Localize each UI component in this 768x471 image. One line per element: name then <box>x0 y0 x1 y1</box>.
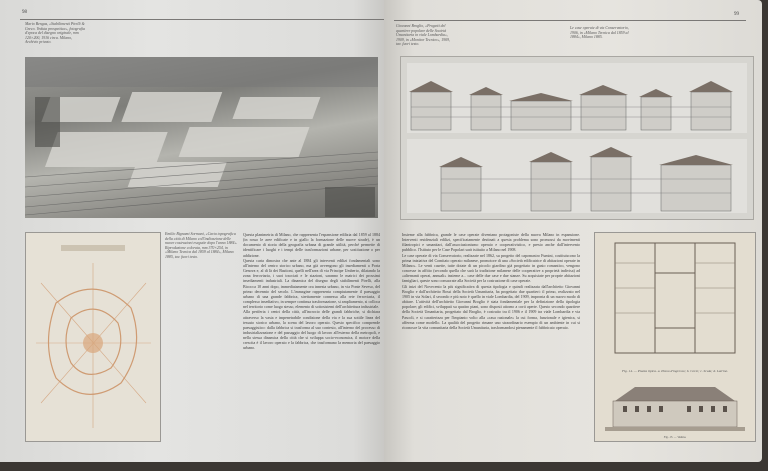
plan-figure <box>594 232 756 442</box>
paragraph: Gli inizi del Novecento la più significativa di questa tipologia e quindi realizzata dall'architetto Giovanni Broglio e dall'architetto Bossi della Società Umanitaria, ha progettato due quartieri: il primo, realizzato nel 1905 in via Solari, il secondo e più noto è quello in viale Lombardia, del 1909, impronta di un nuovo modo di abitare. L'attività dell'architetto Giovanni Broglio è stata fondamentale per la definizione della tipologia popolare; gli edifici, sviluppati su quattro piani, sono disposti attorno a corti aperte. Questo secondo quartiere della Società Umanitaria, progettato dal Broglio, è costruito tra il 1906 e il 1909 tra viale Lombardia e via Pascoli, e si caratterizza per l'impianto volto alla «casa razionale» la cui forma, funzionale e igienica, si afferma come modello. La qualità del progetto rimane uno straordinario esempio di un ambiente in cui si riconosce la vita comunitaria della Società Umanitaria, trasformandosi pienamente il fabbricato operaio. <box>402 283 580 330</box>
paragraph: Questa carta dimostra che ante al 1884 gli interventi edilizi fondamentali sono all'interno del centro storico urbano, ma già avvengono gli insediamenti a Porta Genova e, al di là dei Bastioni, quelli nell'area di via Principe Umberto, dilatando la zona ferroviaria, i suoi tracciati e le stazioni, saranno le matrici dei prossimi insediamenti industriali. La dinamica del disegno degli stabilimenti Pirelli, alla Bicocca 10 anni dopo, immediatamente ora innesta urbano, in via Ponte Seveso, del primo decennio del secolo. L'immagine rappresenta compiutamente il paesaggio urbano di una grande fabbrica, strettamente connessa alla rete ferroviaria, il complesso insediativo, in sempre continua trasformazione, si ampliamento, si colloca nel territorio come luogo stesso, elemento di sottosistemi dell'architettura industriale. <box>243 257 380 310</box>
map-figure <box>25 232 161 442</box>
left-page <box>0 0 384 462</box>
paragraph: Questa planimetria di Milano, che rappresenta l'espansione edilizia dal 1859 al 1884 (in rosso le aree edificate e in giallo la formazione delle nuove strade), è un documento di storia della geografia urbana di grande utilità, perché permette di identificare i luoghi e i tempi delle trasformazioni urbane, per sostituzione o per addizione. <box>243 232 380 258</box>
aerial-factory-illustration <box>25 57 378 218</box>
caption-aerial: Mario Bengas, «Stabilimenti Pirelli & Greco. Veduta prospettica», fotografia d'epoca del disegno originale, mm 120×200, 1916 circa. Milano, Archivio privato. <box>25 22 85 45</box>
caption-map: Emilio Bignami Sormani, «Carta topografica della città di Milano coll'indicazione delle nuove costruzioni eseguite dopo l'anno 1884». Riproduzione colorata, mm 370×254, in «Milano Tecnica dal 1859 al 1884», Milano 1885, tav. fuori testo. <box>165 232 238 259</box>
elevation-drawings <box>400 56 754 220</box>
paragraph: Alla periferia i centri della città, all'incrocio delle grandi fabbriche, si dichiara attraverso la vasta e impenetrabile condizione della via e la sua sottile linea del tessuto storico urbano, la scena del lavoro operaio. Questo specifico comprende paesaggistico: dalla fabbrica si trasforma al suo contesto, all'interno del processo di industrializzazione e del passaggio del luogo di lavoro all'esterno della metropoli, e nella stessa dinamica della città che si sviluppa socio-economica, il motore della crescita è il lavoro operaio e la fabbrica, che trasformano la memoria del paesaggio urbano. <box>243 309 380 351</box>
caption-elevations: Giovanni Broglio, «Progetti del quartiere popolare delle Società Umanitaria in viale Lombardia», 1909, in «Monitor Tecnico», 1909, tav. fuori testo. <box>396 24 450 47</box>
plan-legend: Fig. 14. — Pianta tipica. a. Piano d'ingresso; b. Corte; c. Scala; d. Latrine. <box>621 369 729 373</box>
header-rule <box>20 19 384 20</box>
map-milan-illustration <box>26 233 160 441</box>
paragraph: Le case operaie di via Conservatorio, realizzate nel 1862, su progetto del capomastro Fumini, costituiscono la prima iniziativa del Comitato operaio milanese, promotore di una «Società edificatrice di abitazioni operaie in Milano». Le venti casette, tutte dotate di un piccolo giardino già progettato in gusto romantico, vengono concesse in affitto (secondo quella che sarà la tradizione milanese delle cooperative a proprietà indivisa) ad «alternanti operai, annuali» insieme a... case delle due case e due stanze. Su acquistate per proprie abitazioni famigliari, queste sono consacrate alla Società per la costruzione di case operaie. <box>402 252 580 284</box>
paragraph: Insieme alla fabbrica, grande le case operaie diventano protagoniste della nuova Milano in espansione. Interventi residenziali edilizi, specificatamente destinati a questa problema sono promossi da movimenti filantropici e umanitari, dall'associazionismo operaio e cooperativistico, e presto anche dall'intervento pubblico. l'Istituto per le Case Popolari sarà istituito a Milano nel 1908. <box>402 232 580 253</box>
building-illustration <box>595 383 755 435</box>
floor-plan-illustration <box>595 233 755 373</box>
page-number: 98 <box>22 10 27 15</box>
body-text-right <box>402 232 580 442</box>
header-rule <box>394 20 746 21</box>
page-number: 99 <box>734 12 739 17</box>
aerial-photograph <box>25 57 378 218</box>
building-caption: Fig. 15. — Veduta. <box>663 435 687 439</box>
caption-secondary: Le case operaie di via Conservatorio, 1906, in «Milano Tecnica dal 1859 al 1884», Milano 1885. <box>570 26 629 40</box>
body-text-left <box>243 232 380 442</box>
right-page <box>384 0 762 462</box>
elevations-illustration <box>401 57 753 219</box>
